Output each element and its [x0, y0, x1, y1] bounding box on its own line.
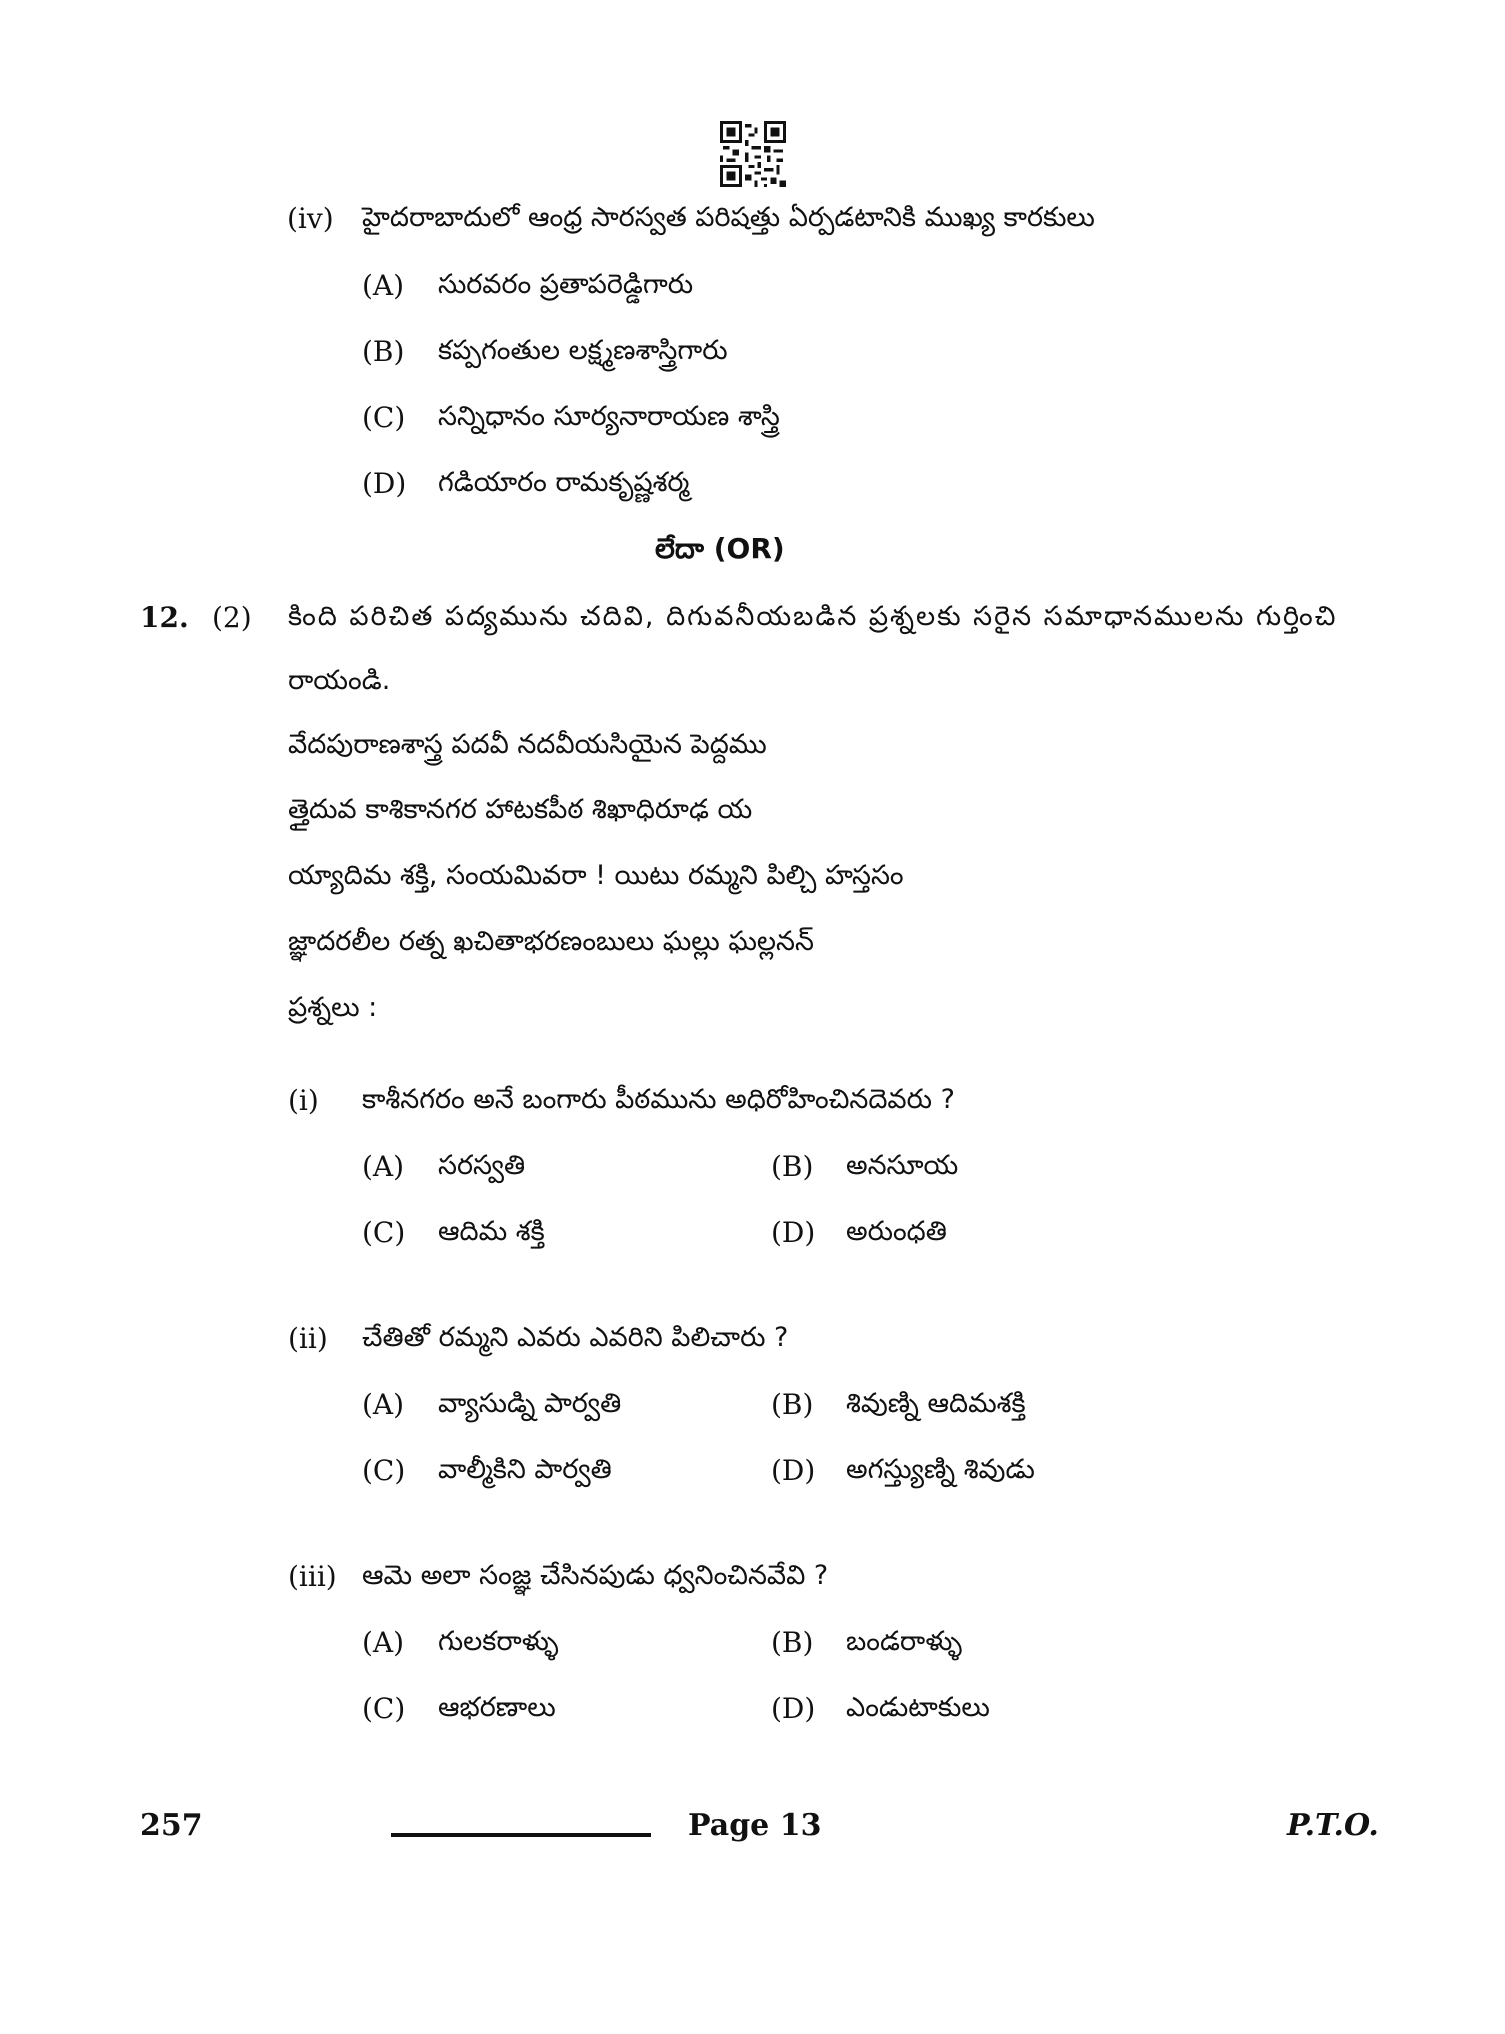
- option-label: (A): [362, 1626, 405, 1659]
- sub-question-number: (iii): [288, 1560, 337, 1593]
- paper-code: 257: [140, 1808, 203, 1843]
- question-number: 12.: [140, 601, 189, 634]
- footer-rule: [391, 1833, 651, 1837]
- question-text: హైదరాబాదులో ఆంధ్ర సారస్వత పరిషత్తు ఏర్పడటానికి ముఖ్య కారకులు: [362, 202, 1095, 233]
- qr-code-icon: [720, 121, 786, 187]
- option-text: వాల్మీకిని పార్వతి: [438, 1454, 612, 1485]
- option-label: (D): [771, 1454, 816, 1487]
- sub-question-text: చేతితో రమ్మని ఎవరు ఎవరిని పిలిచారు ?: [362, 1322, 789, 1353]
- option-text: సన్నిధానం సూర్యనారాయణ శాస్త్రి: [438, 401, 780, 432]
- option-label: (A): [362, 1150, 405, 1183]
- option-text: ఎండుటాకులు: [846, 1692, 990, 1723]
- option-text: గడియారం రామకృష్ణశర్మ: [438, 467, 690, 498]
- option-text: వ్యాసుడ్ని పార్వతి: [438, 1388, 622, 1419]
- option-text: సరస్వతి: [438, 1150, 526, 1181]
- option-label: (A): [362, 1388, 405, 1421]
- option-label: (C): [362, 1454, 406, 1487]
- question-sub-number: (2): [212, 601, 252, 634]
- questions-heading: ప్రశ్నలు :: [288, 992, 378, 1023]
- question-instruction: కింది పరిచిత పద్యమును చదివి, దిగువనీయబడిన ప్రశ్నలకు సరైన సమాధానములను గుర్తించి: [288, 601, 1338, 632]
- option-label: (C): [362, 401, 406, 434]
- option-text: అగస్త్యుణ్ని శివుడు: [846, 1454, 1035, 1485]
- option-label: (D): [362, 467, 407, 500]
- option-label: (A): [362, 269, 405, 302]
- sub-question-text: కాశీనగరం అనే బంగారు పీఠమును అధిరోహించినదెవరు ?: [362, 1084, 955, 1115]
- option-label: (B): [771, 1626, 814, 1659]
- poem-line: జ్ఞాదరలీల రత్న ఖచితాభరణంబులు ఘల్లు ఘల్లనన్: [288, 926, 814, 957]
- option-label: (B): [771, 1388, 814, 1421]
- option-text: ఆదిమ శక్తి: [438, 1216, 545, 1247]
- poem-line: త్తైదువ కాశికానగర హాటకపీఠ శిఖాధిరూఢ య: [288, 794, 753, 825]
- option-label: (B): [771, 1150, 814, 1183]
- option-label: (C): [362, 1692, 406, 1725]
- question-instruction-cont: రాయండి.: [288, 665, 391, 696]
- sub-question-number: (ii): [288, 1322, 328, 1355]
- sub-question-number: (i): [288, 1084, 319, 1117]
- poem-line: వేదపురాణశాస్త్ర పదవీ నదవీయసియైన పెద్దము: [288, 729, 767, 760]
- option-text: అనసూయ: [846, 1150, 959, 1181]
- poem-line: య్యాదిమ శక్తి, సంయమివరా ! యిటు రమ్మని పిల్చి హస్తసం: [288, 860, 904, 891]
- sub-question-text: ఆమె అలా సంజ్ఞ చేసినపుడు ధ్వనించినవేవి ?: [362, 1560, 829, 1591]
- option-label: (B): [362, 335, 405, 368]
- page-number: Page 13: [688, 1808, 822, 1843]
- option-label: (D): [771, 1216, 816, 1249]
- option-text: ఆభరణాలు: [438, 1692, 556, 1723]
- option-text: కప్పగంతుల లక్ష్మణశాస్త్రిగారు: [438, 335, 728, 366]
- option-text: బండరాళ్ళు: [846, 1626, 963, 1657]
- question-number: (iv): [287, 202, 334, 235]
- option-text: శివుణ్ని ఆదిమశక్తి: [846, 1388, 1026, 1419]
- or-separator: లేదా (OR): [655, 532, 785, 565]
- option-text: అరుంధతి: [846, 1216, 947, 1247]
- option-text: సురవరం ప్రతాపరెడ్డిగారు: [438, 269, 694, 300]
- pto-marker: P.T.O.: [1287, 1808, 1379, 1843]
- option-text: గులకరాళ్ళు: [438, 1626, 559, 1657]
- option-label: (C): [362, 1216, 406, 1249]
- option-label: (D): [771, 1692, 816, 1725]
